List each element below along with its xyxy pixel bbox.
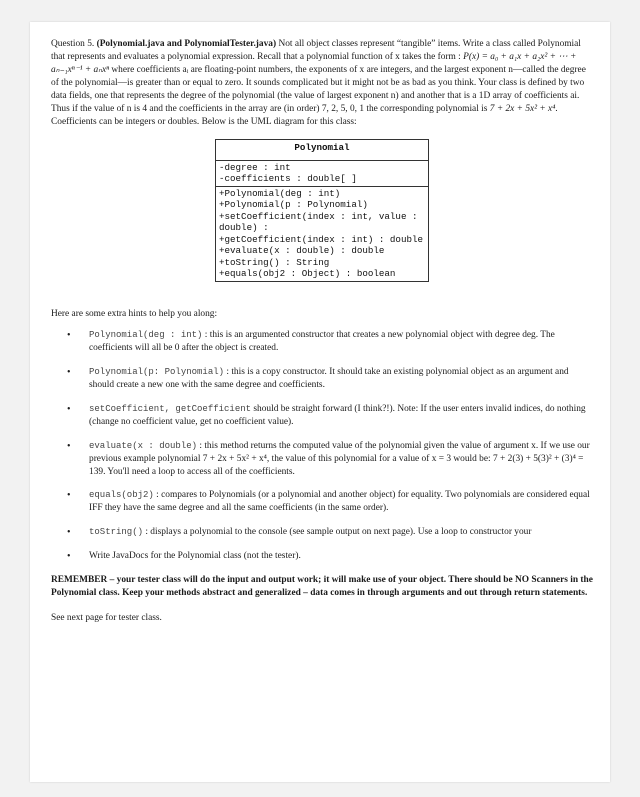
bullet-icon: •: [67, 366, 71, 378]
hint-item: [51, 440, 593, 479]
hint-text: : this is an argumented constructor that creates a new polynomial object with degree deg. The coefficients will all be 0 after the object is created.: [89, 329, 555, 353]
hint-text: should be straight forward (I think?!). Note: If the user enters invalid indices, do nothing (change no coefficient value, get no coefficient value).: [89, 403, 586, 427]
hint-item: [51, 403, 593, 429]
uml-method: +Polynomial(deg : int): [219, 187, 341, 199]
uml-method: +equals(obj2 : Object) : boolean: [219, 268, 396, 280]
document-page: [30, 22, 610, 782]
uml-fields: [216, 161, 428, 186]
bullet-icon: •: [67, 551, 71, 563]
hints-list: [51, 329, 593, 564]
uml-method: +Polynomial(p : Polynomial): [219, 199, 368, 211]
bullet-icon: •: [67, 329, 71, 341]
bullet-icon: •: [67, 527, 71, 539]
question-uml-intro: Coefficients can be integers or doubles. Below is the UML diagram for this class:: [51, 116, 357, 127]
hint-item: [51, 366, 593, 392]
hint-text: : this method returns the computed value of the polynomial given the value of argument x. If we use our previous example polynomial 7 + 2x + 5x² + x⁴, the value of this polynomial for a value of x = 3 would be: 7 + 2(3) + 5(3)² + (3)⁴ = 139. You'll need a loop to access all of the coefficients.: [89, 440, 590, 477]
hint-code: Polynomial(p: Polynomial): [89, 366, 225, 377]
uml-class-name: Polynomial: [216, 140, 428, 161]
hint-code: Polynomial(deg : int): [89, 329, 203, 340]
hint-text: : this is a copy constructor. It should take an existing polynomial object as an argument and should create a new one with the same degree and coefficients.: [89, 366, 569, 390]
hint-text: : compares to Polynomials (or a polynomial and another object) for equality. Two polynomials are considered equal IFF they have the same degree and all the same coefficients (in the same order).: [89, 490, 590, 514]
next-page-note: See next page for tester class.: [51, 613, 162, 624]
hint-text: : displays a polynomial to the console (see sample output on next page). Use a loop to constructor your: [145, 527, 532, 538]
question-intro: Not all object classes represent “tangible” items. Write a class called Polynomial that represents and evaluates a polynomial expression. Recall that a polynomial function of x takes the form :: [51, 39, 581, 62]
bullet-icon: •: [67, 440, 71, 452]
hint-code: setCoefficient, getCoefficient: [89, 403, 252, 414]
hint-item: [51, 550, 593, 563]
uml-method: +evaluate(x : double) : double: [219, 245, 385, 257]
bullet-icon: •: [67, 403, 71, 415]
uml-method: +setCoefficient(index : int, value : double) :: [219, 210, 418, 234]
uml-diagram: [215, 139, 429, 282]
uml-method: +getCoefficient(index : int) : double: [219, 233, 423, 245]
question-number: Question 5.: [51, 39, 95, 49]
bullet-icon: •: [67, 490, 71, 502]
hint-item: [51, 329, 593, 355]
question-definition: where coefficients aᵢ are floating-point numbers, the exponents of x are integers, and the largest exponent n—called the degree of the polynomial—is greater than or equal to zero. It sounds complicated but it might not be as bad as you think. Your class is defined by two data fields, one that represents the degree of the polynomial (the value of largest exponent n) and another that is a 1D array of coefficients ai. Thus if the value of n is 4 and the coefficients in the array are (in order) 7, 2, 5, 0, 1 the corresponding polynomial is: [51, 64, 586, 114]
hints-heading: Here are some extra hints to help you along:: [51, 308, 218, 319]
hint-code: equals(obj2): [89, 490, 154, 501]
hint-code: toString(): [89, 527, 144, 538]
question-paragraph: [51, 38, 593, 129]
hint-item: [51, 526, 593, 539]
uml-method: +toString() : String: [219, 256, 330, 268]
hints-section: [51, 308, 593, 564]
hint-code: evaluate(x : double): [89, 440, 198, 451]
document-body: [51, 38, 593, 625]
hint-item: [51, 489, 593, 515]
polynomial-formula: P(x) = a₀ + a₁x + a₂x² + ⋯ + aₙ₋₁xⁿ⁻¹ + aₙxⁿ: [51, 51, 577, 75]
uml-field: -degree : int: [219, 161, 291, 173]
example-polynomial: 7 + 2x + 5x² + x⁴.: [489, 103, 558, 114]
remember-note: REMEMBER – your tester class will do the input and output work; it will make use of your object. There should be NO Scanners in the Polynomial class. Keep your methods abstract and generalized – data comes in through arguments and out through return statements.: [51, 575, 593, 599]
question-files: (Polynomial.java and PolynomialTester.java): [96, 39, 277, 49]
uml-field: -coefficients : double[ ]: [219, 173, 357, 185]
uml-methods: [216, 186, 428, 281]
hint-text: Write JavaDocs for the Polynomial class (not the tester).: [89, 551, 301, 562]
